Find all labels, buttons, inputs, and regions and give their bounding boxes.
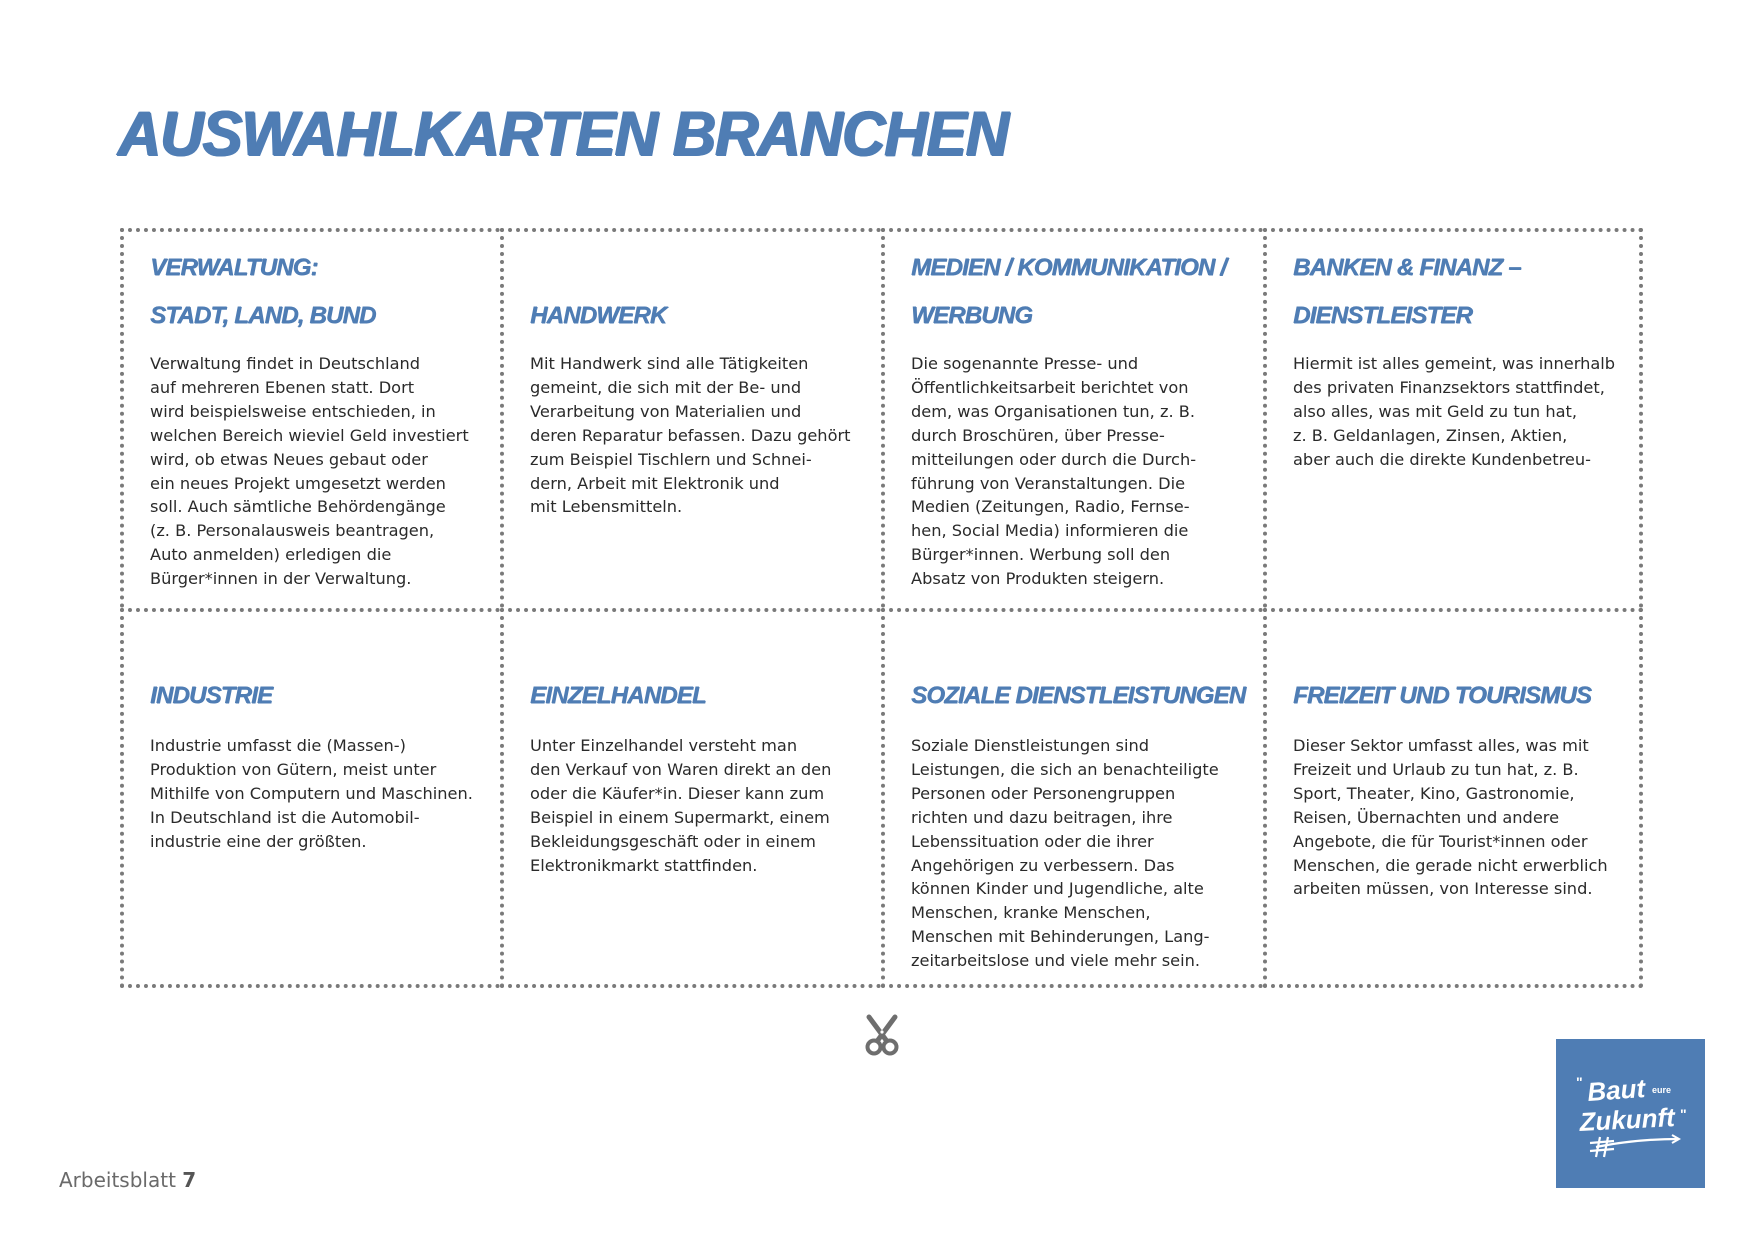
card-heading: SOZIALE DIENSTLEISTUNGEN [911,682,1246,709]
scissors-icon [862,1013,902,1057]
card-heading: VERWALTUNG: STADT, LAND, BUND [150,254,376,329]
card-grid [120,228,1643,988]
card-heading: BANKEN & FINANZ – DIENSTLEISTER [1293,254,1521,329]
card-heading: MEDIEN / KOMMUNIKATION / WERBUNG [911,254,1227,329]
logo [1556,1039,1705,1188]
card-banken-finanz [1263,228,1643,608]
logo-line1: Baut [1585,1072,1646,1107]
footer-label: Arbeitsblatt [59,1168,176,1192]
card-heading: EINZELHANDEL [530,682,706,709]
card-heading: FREIZEIT UND TOURISMUS [1293,682,1591,709]
card-freizeit-tourismus [1263,608,1643,988]
card-body: Verwaltung findet in Deutschland auf mehreren Ebenen statt. Dort wird beispielsweise entschieden, in welchen Bereich wieviel Geld investiert wird, ob etwas Neues gebaut oder ein neues Projekt umgesetzt werden soll. Auch sämtliche Behördengänge (z. B. Personalausweis beantragen, Auto anmelden) erledigen die Bürger*innen in der Verwaltung. [150,354,469,589]
card-medien [881,228,1263,608]
card-soziale-dienstleistungen [881,608,1263,988]
card-heading: HANDWERK [530,302,667,329]
logo-icon [1566,1059,1696,1169]
logo-line-small: eure [1651,1084,1671,1095]
card-body: Hiermit ist alles gemeint, was innerhalb des privaten Finanzsektors stattfindet, also alles, was mit Geld zu tun hat, z. B. Geldanlagen, Zinsen, Aktien, aber auch die direkte Kundenbetreu- [1293,354,1616,469]
card-handwerk [500,228,881,608]
svg-text:": " [1575,1073,1583,1090]
logo-line2: Zukunft [1578,1101,1675,1137]
card-heading: INDUSTRIE [150,682,273,709]
footer [59,1168,196,1192]
card-body: Die sogenannte Presse- und Öffentlichkeitsarbeit berichtet von dem, was Organisationen tun, z. B. durch Broschüren, über Presse- mitteilungen oder durch die Durch- führung von Veranstaltungen. Die Medien (Zeitungen, Radio, Fernse- hen, Social Media) informieren die Bürger*innen. Werbung soll den Absatz von Produkten steigern. [911,354,1197,589]
card-industrie [120,608,500,988]
card-body: Unter Einzelhandel versteht man den Verkauf von Waren direkt an den oder die Käufer*in. Dieser kann zum Beispiel in einem Supermarkt, einem Bekleidungsgeschäft oder in einem Elektronikmarkt stattfinden. [530,736,832,875]
svg-text:": " [1679,1105,1687,1122]
card-einzelhandel [500,608,881,988]
card-body: Soziale Dienstleistungen sind Leistungen, die sich an benachteiligte Personen oder Personengruppen richten und dazu beitragen, ihre Lebenssituation oder die ihrer Angehörigen zu verbessern. Das können Kinder und Jugendliche, alte Menschen, kranke Menschen, Menschen mit Behinderungen, Lang- zeitarbeitslose und viele mehr sein. [911,736,1219,971]
card-body: Industrie umfasst die (Massen-) Produktion von Gütern, meist unter Mithilfe von Computern und Maschinen. In Deutschland ist die Automobil- industrie eine der größten. [150,736,473,851]
card-body: Dieser Sektor umfasst alles, was mit Freizeit und Urlaub zu tun hat, z. B. Sport, Theater, Kino, Gastronomie, Reisen, Übernachten und andere Angebote, die für Tourist*innen oder Menschen, die gerade nicht erwerblich arbeiten müssen, von Interesse sind. [1293,736,1608,899]
card-verwaltung [120,228,500,608]
card-body: Mit Handwerk sind alle Tätigkeiten gemeint, die sich mit der Be- und Verarbeitung von Materialien und deren Reparatur befassen. Dazu gehört zum Beispiel Tischlern und Schnei- dern, Arbeit mit Elektronik und mit Lebensmitteln. [530,354,851,517]
page-number: 7 [182,1168,197,1192]
page-title: AUSWAHLKARTEN BRANCHEN [118,98,1009,169]
